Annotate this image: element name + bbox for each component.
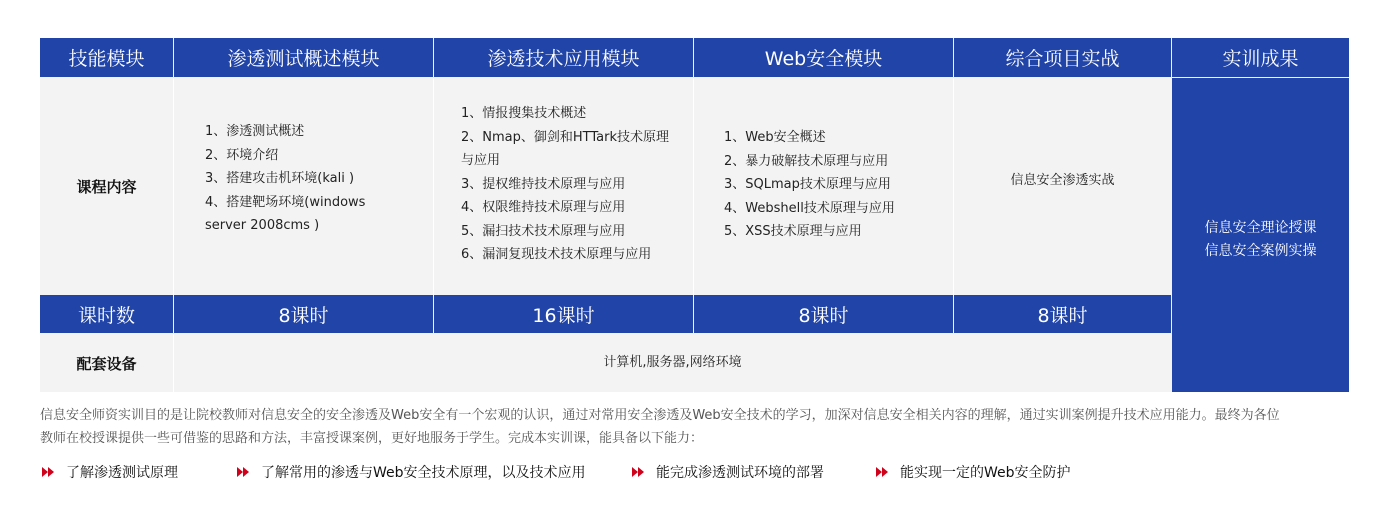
row-label-content: 课程内容 bbox=[40, 78, 173, 295]
project-text: 信息安全渗透实战 bbox=[1010, 172, 1115, 188]
results-cell bbox=[1172, 78, 1349, 392]
double-arrow-icon bbox=[632, 467, 646, 477]
curriculum-table bbox=[40, 38, 1349, 392]
list-item: 4、权限维持技术原理与应用 bbox=[461, 200, 626, 215]
equipment-text: 计算机,服务器,网络环境 bbox=[603, 355, 742, 371]
list-item: 1、Web安全概述 bbox=[724, 130, 826, 145]
description bbox=[40, 404, 1360, 450]
hours-module-4: 8课时 bbox=[954, 295, 1171, 333]
divider bbox=[173, 78, 174, 295]
ability-item bbox=[632, 462, 824, 482]
header-pentest-overview: 渗透测试概述模块 bbox=[174, 38, 433, 77]
list-item: 1、情报搜集技术概述 bbox=[461, 106, 587, 121]
list-item: 2、暴力破解技术原理与应用 bbox=[724, 153, 889, 169]
double-arrow-icon bbox=[876, 467, 890, 477]
list-item: 3、提权维持技术原理与应用 bbox=[461, 176, 626, 192]
ability-item bbox=[42, 462, 178, 482]
divider bbox=[693, 78, 694, 295]
double-arrow-icon bbox=[237, 467, 251, 477]
list-item: 5、漏扫技术技术原理与应用 bbox=[461, 223, 626, 239]
content-module-3 bbox=[694, 78, 953, 295]
equipment-cell bbox=[174, 334, 1171, 392]
list-item: 3、SQLmap技术原理与应用 bbox=[724, 177, 891, 192]
hours-module-3: 8课时 bbox=[694, 295, 953, 333]
list-item: 3、搭建攻击机环境(kali ) bbox=[205, 171, 355, 186]
header-results: 实训成果 bbox=[1172, 38, 1349, 77]
abilities-list bbox=[40, 462, 1340, 484]
ability-text: 能实现一定的Web安全防护 bbox=[900, 465, 1071, 481]
divider bbox=[433, 78, 434, 295]
divider bbox=[173, 334, 174, 392]
ability-item bbox=[876, 462, 1071, 482]
hours-module-1: 8课时 bbox=[174, 295, 433, 333]
content-module-1 bbox=[174, 78, 433, 295]
list-item: 4、搭建靶场环境(windows bbox=[205, 194, 366, 210]
list-item: 6、漏洞复现技术技术原理与应用 bbox=[461, 247, 652, 262]
hours-module-2: 16课时 bbox=[434, 295, 693, 333]
description-line: 信息安全师资实训目的是让院校教师对信息安全的安全渗透及Web安全有一个宏观的认识，通过对常用安全渗透及Web安全技术的学习，加深对信息安全相关内容的理解，通过实训案例提升技术应用能力。最终为各位 bbox=[40, 408, 1280, 423]
list-item: 2、环境介绍 bbox=[205, 147, 279, 163]
ability-text: 能完成渗透测试环境的部署 bbox=[656, 465, 824, 481]
content-module-2 bbox=[434, 78, 693, 295]
ability-text: 了解渗透测试原理 bbox=[66, 465, 178, 481]
list-item: 4、Webshell技术原理与应用 bbox=[724, 200, 895, 216]
description-line: 教师在校授课提供一些可借鉴的思路和方法，丰富授课案例，更好地服务于学生。完成本实训课，能具备以下能力： bbox=[40, 431, 704, 446]
ability-text: 了解常用的渗透与Web安全技术原理，以及技术应用 bbox=[261, 465, 586, 481]
result-item: 信息安全理论授课 bbox=[1204, 220, 1317, 236]
list-item: 5、XSS技术原理与应用 bbox=[724, 224, 862, 239]
header-skill-module: 技能模块 bbox=[40, 38, 173, 77]
result-item: 信息安全案例实操 bbox=[1204, 243, 1317, 259]
double-arrow-icon bbox=[42, 467, 56, 477]
row-label-equipment: 配套设备 bbox=[40, 334, 173, 392]
content-module-4 bbox=[954, 78, 1171, 295]
row-label-hours: 课时数 bbox=[40, 295, 173, 333]
header-pentest-application: 渗透技术应用模块 bbox=[434, 38, 693, 77]
header-web-security: Web安全模块 bbox=[694, 38, 953, 77]
header-project: 综合项目实战 bbox=[954, 38, 1171, 77]
ability-item bbox=[237, 462, 586, 482]
list-item: 2、Nmap、御剑和HTTark技术原理 bbox=[461, 129, 669, 145]
list-item: 与应用 bbox=[461, 153, 501, 168]
list-item: 1、渗透测试概述 bbox=[205, 124, 305, 139]
list-item: server 2008cms ) bbox=[205, 218, 320, 233]
divider bbox=[953, 78, 954, 295]
